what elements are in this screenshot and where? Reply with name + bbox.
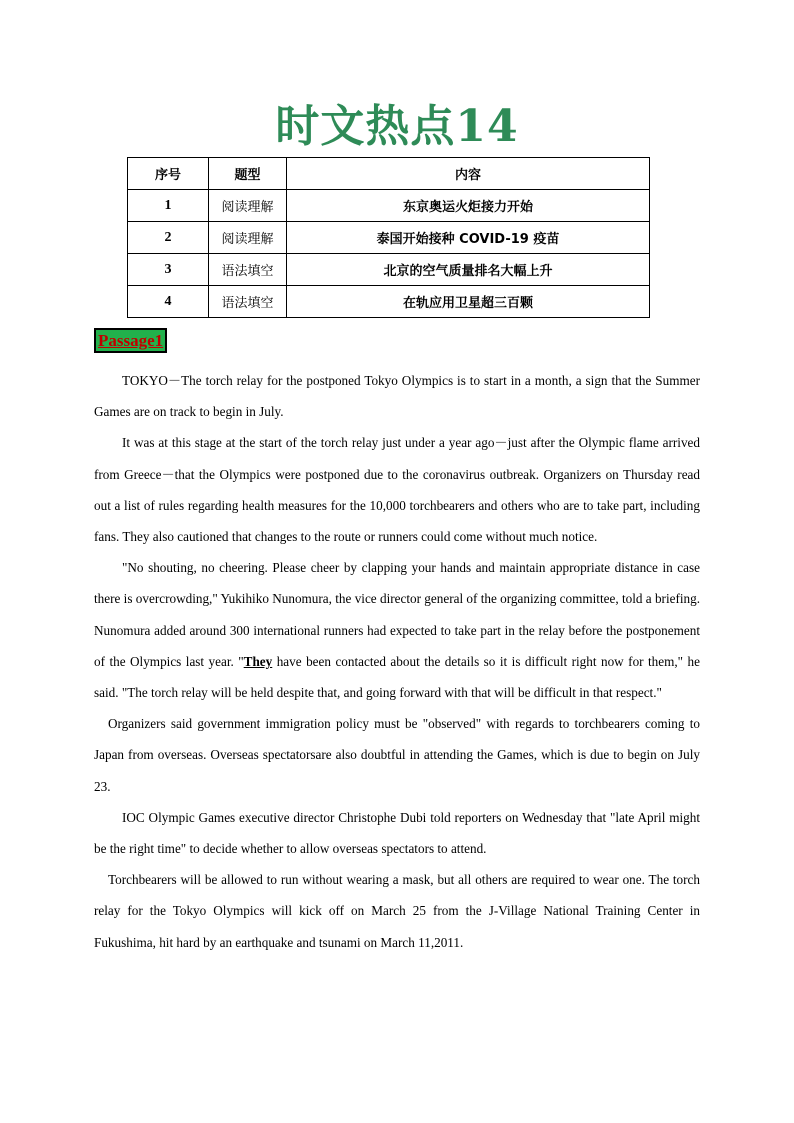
row-content: 北京的空气质量排名大幅上升 xyxy=(287,254,650,286)
contents-table xyxy=(127,157,650,318)
row-type: 语法填空 xyxy=(209,286,287,318)
row-type: 阅读理解 xyxy=(209,222,287,254)
paragraph-3 xyxy=(94,552,700,708)
paragraph-4: Organizers said government immigration policy must be "observed" with regards to torchbearers coming to Japan from overseas. Overseas spectatorsare also doubtful in attending the Games, which is due to begin on July 23. xyxy=(94,716,700,794)
row-number: 3 xyxy=(128,254,209,286)
header-type: 题型 xyxy=(209,158,287,190)
row-type: 阅读理解 xyxy=(209,190,287,222)
row-content: 东京奥运火炬接力开始 xyxy=(287,190,650,222)
paragraph-2: It was at this stage at the start of the torch relay just under a year ago－just after the Olympic flame arrived from Greece－that the Olympics were postponed due to the coronavirus outbreak. Organizers on Thursday read out a list of rules regarding health measures for the 10,000 torchbearers and others who are to take part, including fans. They also cautioned that changes to the route or runners could come without much notice. xyxy=(94,435,700,545)
header-content: 内容 xyxy=(287,158,650,190)
row-type: 语法填空 xyxy=(209,254,287,286)
paragraph-3-end: have been contacted about the details so it is difficult right now for them," he said. "The torch relay will be held despite that, and going forward with that will be difficult in that respect." xyxy=(94,653,700,701)
paragraph-1: TOKYO－The torch relay for the postponed Tokyo Olympics is to start in a month, a sign that the Summer Games are on track to begin in July. xyxy=(94,373,700,420)
row-number: 4 xyxy=(128,286,209,318)
passage-label: Passage1 xyxy=(94,328,167,353)
paragraph-6: Torchbearers will be allowed to run without wearing a mask, but all others are required to wear one. The torch relay for the Tokyo Olympics will kick off on March 25 from the J-Village National Training Center in Fukushima, hit hard by an earthquake and tsunami on March 11,2011. xyxy=(94,872,700,950)
table-row xyxy=(128,286,650,318)
paragraph-5: IOC Olympic Games executive director Christophe Dubi told reporters on Wednesday that "late April might be the right time" to decide whether to allow overseas spectators to attend. xyxy=(94,809,700,857)
header-number: 序号 xyxy=(128,158,209,190)
table-row xyxy=(128,190,650,222)
table-row xyxy=(128,222,650,254)
article-body xyxy=(94,365,700,958)
row-content: 在轨应用卫星超三百颗 xyxy=(287,286,650,318)
table-header-row xyxy=(128,158,650,190)
underlined-word: They xyxy=(243,653,273,669)
table-row xyxy=(128,254,650,286)
paragraph-3-start: "No shouting, no cheering. Please cheer by clapping your hands and maintain appropriate distance in case there is overcrowding," Yukihiko Nunomura, the vice director general of the organizing committee, told a briefing. Nunomura added around 300 international runners had expected to take part in the relay before the postponement of the Olympics last year. " xyxy=(94,560,700,669)
page-title: 时文热点14 xyxy=(275,101,519,152)
row-number: 2 xyxy=(128,222,209,254)
row-content: 泰国开始接种 COVID-19 疫苗 xyxy=(287,222,650,254)
row-number: 1 xyxy=(128,190,209,222)
